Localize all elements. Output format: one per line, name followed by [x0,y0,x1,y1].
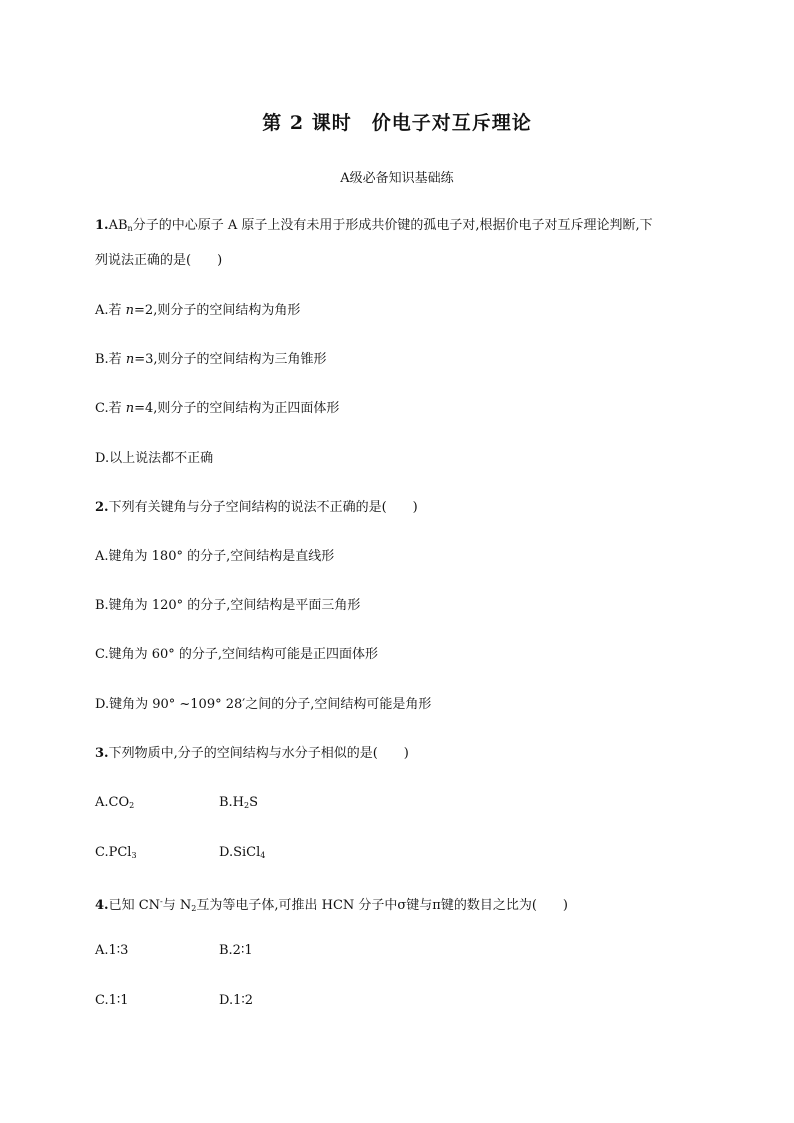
option-text: =2,则分子的空间结构为角形 [134,303,301,318]
question-number: 1. [95,218,109,233]
question-1-option-b [95,351,327,369]
option-text: =3,则分子的空间结构为三角锥形 [134,352,327,367]
formula-ab: AB [108,218,128,233]
question-2-option-b: B.键角为 120° 的分子,空间结构是平面三角形 [95,598,361,613]
formula-subscript: n [127,224,133,233]
question-2-option-a: A.键角为 180° 的分子,空间结构是直线形 [95,549,335,564]
formula-subscript: 2 [191,904,197,913]
question-2-option-d: D.键角为 90° ~109° 28′之间的分子,空间结构可能是角形 [95,697,432,712]
question-4-stem [95,893,568,918]
question-3-option-d [219,844,265,865]
question-1-option-c [95,400,339,418]
question-4-option-d: D.1∶2 [219,993,254,1008]
question-text: 下列物质中,分子的空间结构与水分子相似的是( ) [108,746,409,761]
question-1-option-d: D.以上说法都不正确 [95,451,214,466]
question-4-option-a: A.1∶3 [95,943,129,958]
question-1-stem [95,217,653,238]
charge-superscript: - [160,897,163,906]
question-number: 2. [95,500,109,515]
question-3-option-b [219,794,258,815]
question-1-option-a [95,302,300,320]
question-3-option-c [95,844,137,865]
question-text: 互为等电子体,可推出 HCN 分子中σ键与π键的数目之比为( ) [196,898,568,913]
option-text: A.CO [95,795,130,810]
question-text: 与 N [162,898,192,913]
question-text: 分子的中心原子 A 原子上没有未用于形成共价键的孤电子对,根据价电子对互斥理论判断,下 [132,218,653,233]
question-text: 已知 CN [108,898,161,913]
option-text: =4,则分子的空间结构为正四面体形 [134,401,340,416]
formula-subscript: 4 [260,851,266,860]
question-number: 4. [95,898,109,913]
question-2-stem [95,499,418,517]
question-4-option-c: C.1∶1 [95,993,129,1008]
option-prefix: C.若 [95,401,126,416]
variable-n: n [125,401,135,416]
question-2-option-c: C.键角为 60° 的分子,空间结构可能是正四面体形 [95,647,379,662]
option-text: C.PCl [95,845,132,860]
question-number: 3. [95,746,109,761]
question-text: 下列有关键角与分子空间结构的说法不正确的是( ) [108,500,418,515]
option-text: S [249,795,259,810]
option-prefix: A.若 [95,303,126,318]
variable-n: n [125,303,135,318]
formula-subscript: 2 [244,801,250,810]
option-text: D.SiCl [219,845,261,860]
question-1-stem-cont: 列说法正确的是( ) [95,253,223,268]
question-3-stem [95,745,409,763]
question-3-option-a [95,794,134,815]
formula-subscript: 2 [129,801,135,810]
option-prefix: B.若 [95,352,126,367]
formula-subscript: 3 [131,851,137,860]
option-text: B.H [219,795,245,810]
variable-n: n [125,352,135,367]
section-heading: A级必备知识基础练 [340,171,454,186]
question-4-option-b: B.2∶1 [219,943,253,958]
lesson-title: 第 2 课时 价电子对互斥理论 [262,112,532,134]
